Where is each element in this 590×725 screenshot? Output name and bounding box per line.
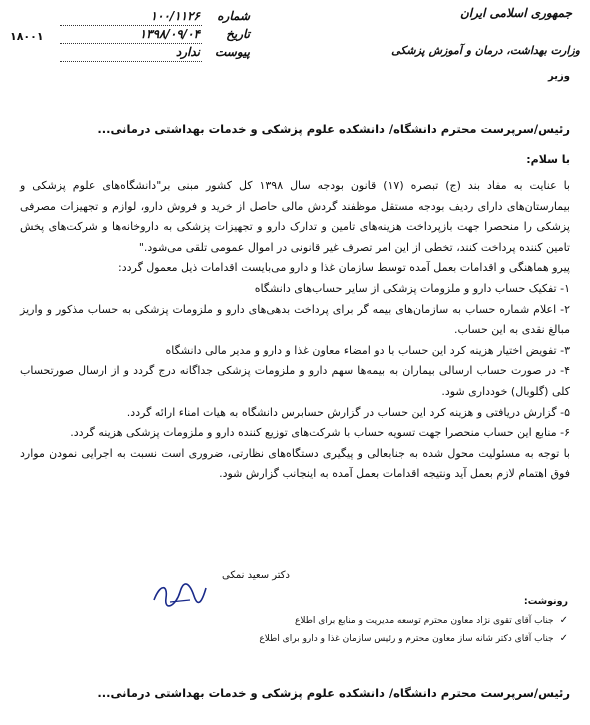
list-item: ۴- در صورت حساب ارسالی بیماران به بیمه‌ها سهم دارو و ملزومات پزشکی جداگانه درج گردد و از ارسال صورتحساب کلی (گلوبال) خودداری شود. xyxy=(20,364,570,398)
cc-text: جناب آقای دکتر شانه ساز معاون محترم و رئیس سازمان غذا و دارو برای اطلاع xyxy=(259,634,554,644)
cc-label: رونوشت: xyxy=(523,596,568,607)
list-item: ۶- منابع این حساب منحصرا جهت تسویه حساب با شرکت‌های توزیع کننده دارو و ملزومات پزشکی هزینه گردد. xyxy=(70,426,570,440)
cc-text: جناب آقای تقوی نژاد معاون محترم توسعه مدیریت و منابع برای اطلاع xyxy=(295,616,554,626)
letter-meta xyxy=(60,8,250,62)
emblem-line: جمهوری اسلامی ایران xyxy=(459,6,572,20)
number-value: ۱۰۰/۱۱۲۶ xyxy=(60,8,202,26)
letter-body xyxy=(20,176,570,485)
check-icon: ✓ xyxy=(559,615,568,626)
date-value: ۱۳۹۸/۰۹/۰۴ xyxy=(60,26,202,44)
closing-paragraph: با توجه به مسئولیت محول شده به جنابعالی و پیگیری دستگاه‌های نظارتی، ضروری است نسبت به اجرایی نمودن موارد فوق اهتمام لازم بعمل آید ونتیجه اقدامات بعمل آمده به اینجانب گزارش شود. xyxy=(20,446,570,481)
document-code: ۱۸۰۰۱ xyxy=(10,30,44,43)
list-item: ۱- تفکیک حساب دارو و ملزومات پزشکی از سایر حساب‌های دانشگاه xyxy=(254,281,570,295)
signature-mark xyxy=(150,580,210,608)
recipient-line: رئیس/سرپرست محترم دانشگاه/ دانشکده علوم پزشکی و خدمات بهداشتی درمانی... xyxy=(97,122,570,136)
attachment-label: پیوست xyxy=(215,45,250,59)
meta-number xyxy=(60,8,250,26)
footer-recipient: رئیس/سرپرست محترم دانشگاه/ دانشکده علوم پزشکی و خدمات بهداشتی درمانی... xyxy=(97,686,570,700)
date-label: تاریخ xyxy=(226,27,250,41)
cc-item xyxy=(259,612,568,630)
meta-attachment xyxy=(60,44,250,62)
cc-list xyxy=(259,612,568,648)
intro-paragraph: با عنایت به مفاد بند (ج) تبصره (۱۷) قانون بودجه سال ۱۳۹۸ کل کشور مبنی بر"دانشگاه‌های علوم پزشکی و بیمارستان‌های دارای ردیف بودجه مستقل موظفند گردش مالی حاصل از خرید و فروش دارو، لوازم و تجهیزات مصرفی پزشکی را منحصرا جهت بازپرداخت هزینه‌های تامین و تدارک دارو و تجهیزات پزشکی به داروخانه‌ها و شرکت‌های پخش تامین کننده پرداخت کنند، تخطی از این امر تصرف غیر قانونی در اموال عمومی تلقی می‌شود." xyxy=(20,179,570,254)
minister-title: وزیر xyxy=(548,71,570,82)
list-item: ۵- گزارش دریافتی و هزینه کرد این حساب در گزارش حسابرس دانشگاه به هیات امناء ارائه گردد. xyxy=(126,405,570,419)
list-item: ۲- اعلام شماره حساب به سازمان‌های بیمه گر برای پرداخت بدهی‌های دارو و ملزومات پزشکی به حساب مذکور و واریز مبالغ نقدی به این حساب. xyxy=(20,302,570,337)
greeting: با سلام: xyxy=(526,153,570,166)
meta-date xyxy=(60,26,250,44)
attachment-value: ندارد xyxy=(60,44,202,62)
list-item: ۳- تفویض اختیار هزینه کرد این حساب با دو امضاء معاون غذا و دارو و مدیر مالی دانشگاه xyxy=(165,343,570,357)
ministry-name: وزارت بهداشت، درمان و آموزش پزشکی xyxy=(391,44,580,57)
cc-item xyxy=(259,630,568,648)
followup-paragraph: پیرو هماهنگی و اقدامات بعمل آمده توسط سازمان غذا و دارو می‌بایست اقدامات ذیل معمول گردد: xyxy=(118,261,570,275)
action-list xyxy=(20,279,570,444)
check-icon: ✓ xyxy=(559,633,568,644)
signer-name: دکتر سعید نمکی xyxy=(222,570,290,581)
number-label: شماره xyxy=(217,9,250,23)
